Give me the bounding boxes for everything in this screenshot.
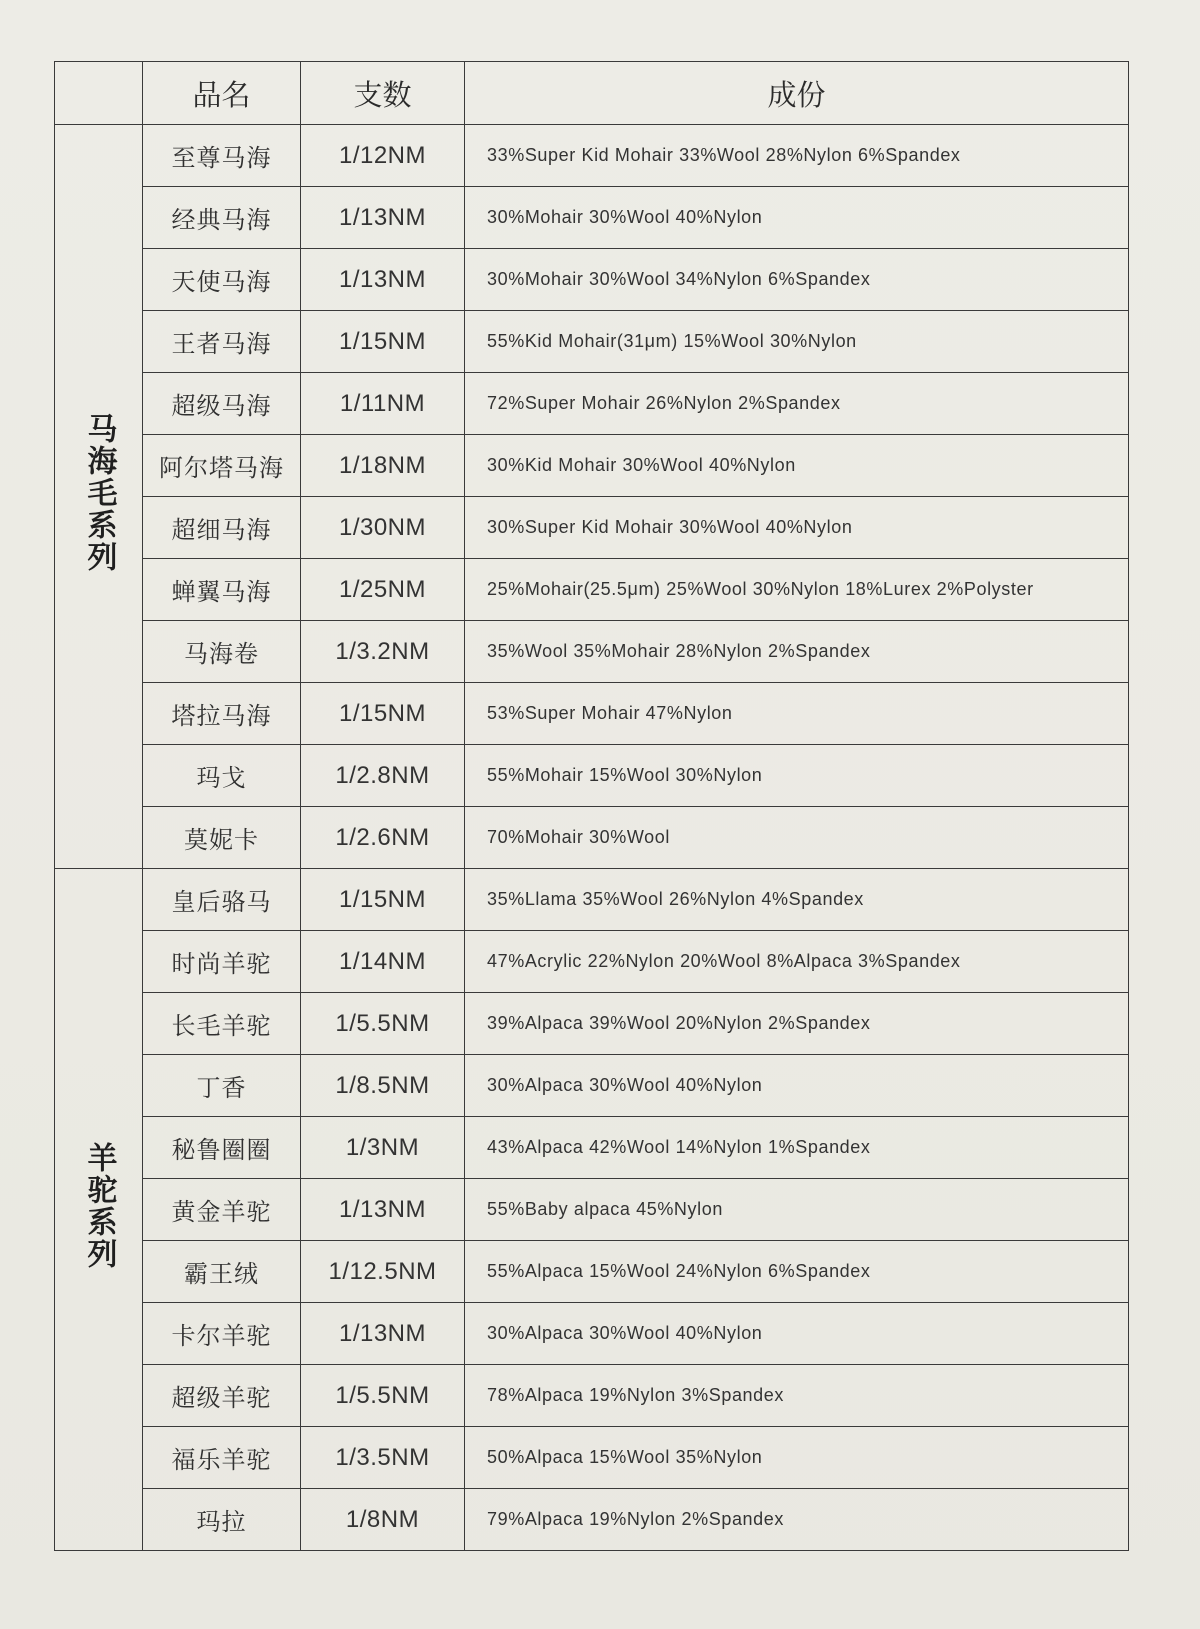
- composition: 50%Alpaca 15%Wool 35%Nylon: [465, 1427, 1129, 1489]
- product-name: 丁香: [143, 1055, 301, 1117]
- yarn-count: 1/18NM: [301, 435, 465, 497]
- product-name: 超级羊驼: [143, 1365, 301, 1427]
- composition: 30%Mohair 30%Wool 40%Nylon: [465, 187, 1129, 249]
- composition: 78%Alpaca 19%Nylon 3%Spandex: [465, 1365, 1129, 1427]
- product-name: 玛戈: [143, 745, 301, 807]
- yarn-count: 1/2.6NM: [301, 807, 465, 869]
- table-row: [55, 1365, 1129, 1427]
- composition: 79%Alpaca 19%Nylon 2%Spandex: [465, 1489, 1129, 1551]
- composition: 33%Super Kid Mohair 33%Wool 28%Nylon 6%Spandex: [465, 125, 1129, 187]
- table-row: [55, 1427, 1129, 1489]
- composition: 55%Mohair 15%Wool 30%Nylon: [465, 745, 1129, 807]
- composition: 39%Alpaca 39%Wool 20%Nylon 2%Spandex: [465, 993, 1129, 1055]
- table-row: [55, 497, 1129, 559]
- table-row: [55, 869, 1129, 931]
- yarn-count: 1/3.5NM: [301, 1427, 465, 1489]
- table-row: [55, 373, 1129, 435]
- yarn-count: 1/15NM: [301, 869, 465, 931]
- product-name: 经典马海: [143, 187, 301, 249]
- table-row: [55, 745, 1129, 807]
- yarn-count: 1/3.2NM: [301, 621, 465, 683]
- yarn-count: 1/13NM: [301, 1179, 465, 1241]
- table-row: [55, 249, 1129, 311]
- composition: 30%Mohair 30%Wool 34%Nylon 6%Spandex: [465, 249, 1129, 311]
- yarn-count: 1/14NM: [301, 931, 465, 993]
- yarn-count: 1/11NM: [301, 373, 465, 435]
- series-label: [55, 869, 143, 1551]
- yarn-count: 1/2.8NM: [301, 745, 465, 807]
- table-header-row: [55, 62, 1129, 125]
- yarn-count: 1/25NM: [301, 559, 465, 621]
- table-row: [55, 1489, 1129, 1551]
- product-name: 霸王绒: [143, 1241, 301, 1303]
- composition: 43%Alpaca 42%Wool 14%Nylon 1%Spandex: [465, 1117, 1129, 1179]
- table-row: [55, 1303, 1129, 1365]
- yarn-count: 1/12NM: [301, 125, 465, 187]
- yarn-count: 1/8NM: [301, 1489, 465, 1551]
- table-row: [55, 1179, 1129, 1241]
- product-name: 王者马海: [143, 311, 301, 373]
- product-name: 蝉翼马海: [143, 559, 301, 621]
- yarn-count: 1/5.5NM: [301, 1365, 465, 1427]
- product-name: 时尚羊驼: [143, 931, 301, 993]
- composition: 30%Kid Mohair 30%Wool 40%Nylon: [465, 435, 1129, 497]
- table-row: [55, 807, 1129, 869]
- product-name: 莫妮卡: [143, 807, 301, 869]
- product-name: 超细马海: [143, 497, 301, 559]
- composition: 25%Mohair(25.5μm) 25%Wool 30%Nylon 18%Lurex 2%Polyster: [465, 559, 1129, 621]
- table-row: [55, 435, 1129, 497]
- header-count: 支数: [301, 62, 465, 125]
- table-row: [55, 311, 1129, 373]
- product-name: 玛拉: [143, 1489, 301, 1551]
- product-name: 黄金羊驼: [143, 1179, 301, 1241]
- composition: 72%Super Mohair 26%Nylon 2%Spandex: [465, 373, 1129, 435]
- yarn-count: 1/8.5NM: [301, 1055, 465, 1117]
- product-name: 阿尔塔马海: [143, 435, 301, 497]
- table-row: [55, 993, 1129, 1055]
- product-name: 至尊马海: [143, 125, 301, 187]
- yarn-count: 1/12.5NM: [301, 1241, 465, 1303]
- composition: 70%Mohair 30%Wool: [465, 807, 1129, 869]
- yarn-count: 1/13NM: [301, 187, 465, 249]
- table-row: [55, 931, 1129, 993]
- table-row: [55, 621, 1129, 683]
- table-body: [55, 125, 1129, 1551]
- table-row: [55, 559, 1129, 621]
- yarn-count: 1/13NM: [301, 1303, 465, 1365]
- table-row: [55, 1117, 1129, 1179]
- composition: 35%Llama 35%Wool 26%Nylon 4%Spandex: [465, 869, 1129, 931]
- table-row: [55, 125, 1129, 187]
- composition: 30%Super Kid Mohair 30%Wool 40%Nylon: [465, 497, 1129, 559]
- yarn-count: 1/3NM: [301, 1117, 465, 1179]
- series-label: [55, 125, 143, 869]
- table-row: [55, 1055, 1129, 1117]
- series-title: 马海毛系列: [81, 412, 117, 573]
- composition: 30%Alpaca 30%Wool 40%Nylon: [465, 1055, 1129, 1117]
- product-name: 超级马海: [143, 373, 301, 435]
- table-row: [55, 683, 1129, 745]
- composition: 55%Baby alpaca 45%Nylon: [465, 1179, 1129, 1241]
- series-title: 羊驼系列: [81, 1141, 117, 1270]
- yarn-count: 1/15NM: [301, 683, 465, 745]
- header-series-cell: [55, 62, 143, 125]
- header-name: 品名: [143, 62, 301, 125]
- product-name: 卡尔羊驼: [143, 1303, 301, 1365]
- header-composition: 成份: [465, 62, 1129, 125]
- product-name: 皇后骆马: [143, 869, 301, 931]
- yarn-count: 1/13NM: [301, 249, 465, 311]
- yarn-count: 1/30NM: [301, 497, 465, 559]
- composition: 35%Wool 35%Mohair 28%Nylon 2%Spandex: [465, 621, 1129, 683]
- product-name: 秘鲁圈圈: [143, 1117, 301, 1179]
- product-name: 长毛羊驼: [143, 993, 301, 1055]
- product-name: 塔拉马海: [143, 683, 301, 745]
- composition: 55%Kid Mohair(31μm) 15%Wool 30%Nylon: [465, 311, 1129, 373]
- yarn-spec-table: [54, 61, 1129, 1551]
- composition: 47%Acrylic 22%Nylon 20%Wool 8%Alpaca 3%Spandex: [465, 931, 1129, 993]
- product-name: 天使马海: [143, 249, 301, 311]
- product-name: 马海卷: [143, 621, 301, 683]
- table-row: [55, 187, 1129, 249]
- yarn-count: 1/5.5NM: [301, 993, 465, 1055]
- composition: 53%Super Mohair 47%Nylon: [465, 683, 1129, 745]
- table-row: [55, 1241, 1129, 1303]
- composition: 30%Alpaca 30%Wool 40%Nylon: [465, 1303, 1129, 1365]
- yarn-count: 1/15NM: [301, 311, 465, 373]
- product-name: 福乐羊驼: [143, 1427, 301, 1489]
- composition: 55%Alpaca 15%Wool 24%Nylon 6%Spandex: [465, 1241, 1129, 1303]
